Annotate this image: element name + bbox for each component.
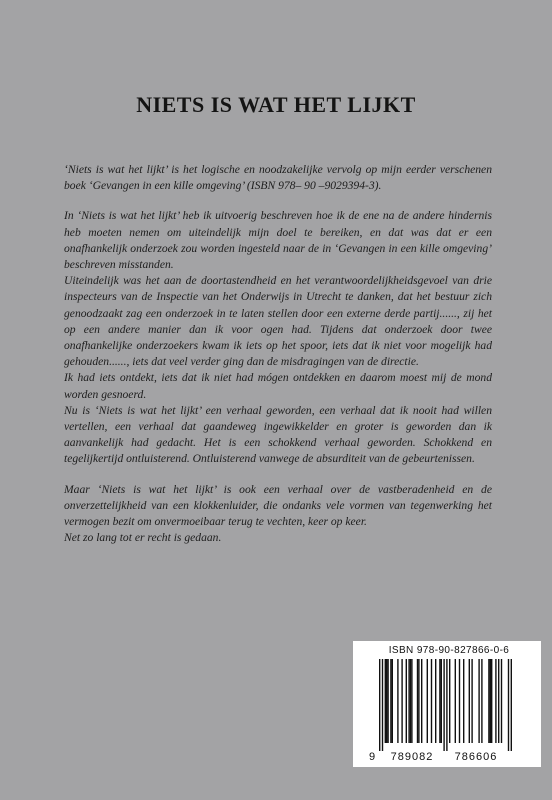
barcode-bar — [511, 659, 512, 751]
barcode-bar — [397, 659, 398, 743]
barcode-bar — [449, 659, 450, 743]
barcode-bar — [498, 659, 499, 743]
barcode-bar — [387, 659, 388, 743]
blurb-paragraph-5: Nu is ‘Niets is wat het lijkt’ een verhaal geworden, een verhaal dat ik nooit had willen vertellen, een verhaal dat gaandeweg ingewikkelder en groter is geworden dan ik aanvankelijk had gedacht. Het is een schokkend verhaal geworden. Schokkend en tegelijkertijd ontluisterend. Ontluisterend vanwege de absurditeit van de gebeurtenissen. — [64, 403, 492, 466]
barcode-bar — [488, 659, 489, 743]
barcode-bar — [382, 659, 383, 751]
blurb-paragraph-4: Ik had iets ontdekt, iets dat ik niet had mógen ontdekken en daarom moest mij de mond worden gesnoerd. — [64, 371, 492, 401]
barcode-bar — [495, 659, 496, 743]
barcode-bar — [455, 659, 456, 743]
barcode-bar — [469, 659, 470, 743]
barcode-bar — [471, 659, 472, 743]
barcode-bar — [421, 659, 422, 743]
barcode-bars — [379, 659, 512, 751]
barcode-bar — [431, 659, 432, 743]
blurb-text — [64, 162, 492, 546]
barcode-bar — [463, 659, 464, 743]
blurb-paragraph-1: ‘Niets is wat het lijkt’ is het logische en noodzakelijke vervolg op mijn eerder verschenen boek ‘Gevangen in een kille omgeving’ (ISBN 978– 90 –9029394-3). — [64, 163, 492, 193]
barcode-bar — [379, 659, 380, 751]
barcode-bar — [491, 659, 492, 743]
barcode-digit-first: 9 — [369, 751, 376, 763]
barcode-bar — [408, 659, 409, 743]
barcode-bar — [411, 659, 412, 743]
blurb-paragraph-7: Net zo lang tot er recht is gedaan. — [64, 531, 222, 545]
barcode-bar — [401, 659, 402, 743]
barcode-bar — [439, 659, 440, 743]
barcode-bar — [481, 659, 482, 743]
barcode-bar — [435, 659, 436, 743]
isbn-barcode-panel — [353, 641, 541, 767]
barcode-bar — [406, 659, 407, 743]
barcode-bar — [508, 659, 509, 751]
barcode-bar — [385, 659, 386, 743]
barcode-bar — [459, 659, 460, 743]
barcode-bar — [390, 659, 391, 743]
barcode-bar — [501, 659, 502, 743]
barcode-bar — [417, 659, 418, 743]
blurb-paragraph-2: In ‘Niets is wat het lijkt’ heb ik uitvoerig beschreven hoe ik de ene na de andere hindernis heb moeten nemen om uiteindelijk mijn doel te bereiken, en dat was dat er een onafhankelijk onderzoek zou worden ingesteld naar de in ‘Gevangen in een kille omgeving’ beschreven misstanden. — [64, 209, 492, 272]
barcode-bar — [427, 659, 428, 743]
barcode-bar — [490, 659, 491, 743]
barcode-bar — [443, 659, 444, 751]
barcode-digits-right: 786606 — [454, 751, 498, 763]
barcode-bar — [441, 659, 442, 743]
blurb-paragraph-6: Maar ‘Niets is wat het lijkt’ is ook een verhaal over de vastberadenheid en de onverzettelijkheid van een klokkenluider, die ondanks vele vormen van tegenwerking het vermogen bezit om onvermoeibaar terug te vechten, keer op keer. — [64, 482, 492, 529]
barcode-bar — [386, 659, 387, 743]
barcode-bar — [478, 659, 479, 743]
barcode-bar — [418, 659, 419, 743]
barcode-bar — [410, 659, 411, 743]
barcode-digits-left: 789082 — [390, 751, 434, 763]
barcode-bar — [392, 659, 393, 743]
barcode — [365, 659, 529, 763]
barcode-bar — [446, 659, 447, 751]
blurb-paragraph-3: Uiteindelijk was het aan de doortastendheid en het verantwoordelijkheidsgevoel van drie inspecteurs van de Inspectie van het Onderwijs in Utrecht te danken, dat het bestuur zich genoodzaakt zag een onderzoek in te laten stellen door een externe derde partij......, zij het op een andere manier dan ik voor ogen had. Tijdens dat onderzoek door twee onafhankelijke onderzoekers kwam ik iets op het spoor, iets dat ik niet voor mogelijk had gehouden......, iets dat veel verder ging dan de misdragingen van de directie. — [64, 274, 492, 369]
book-title: NIETS IS WAT HET LIJKT — [136, 92, 416, 117]
isbn-label: ISBN 978-90-827866-0-6 — [388, 645, 510, 656]
